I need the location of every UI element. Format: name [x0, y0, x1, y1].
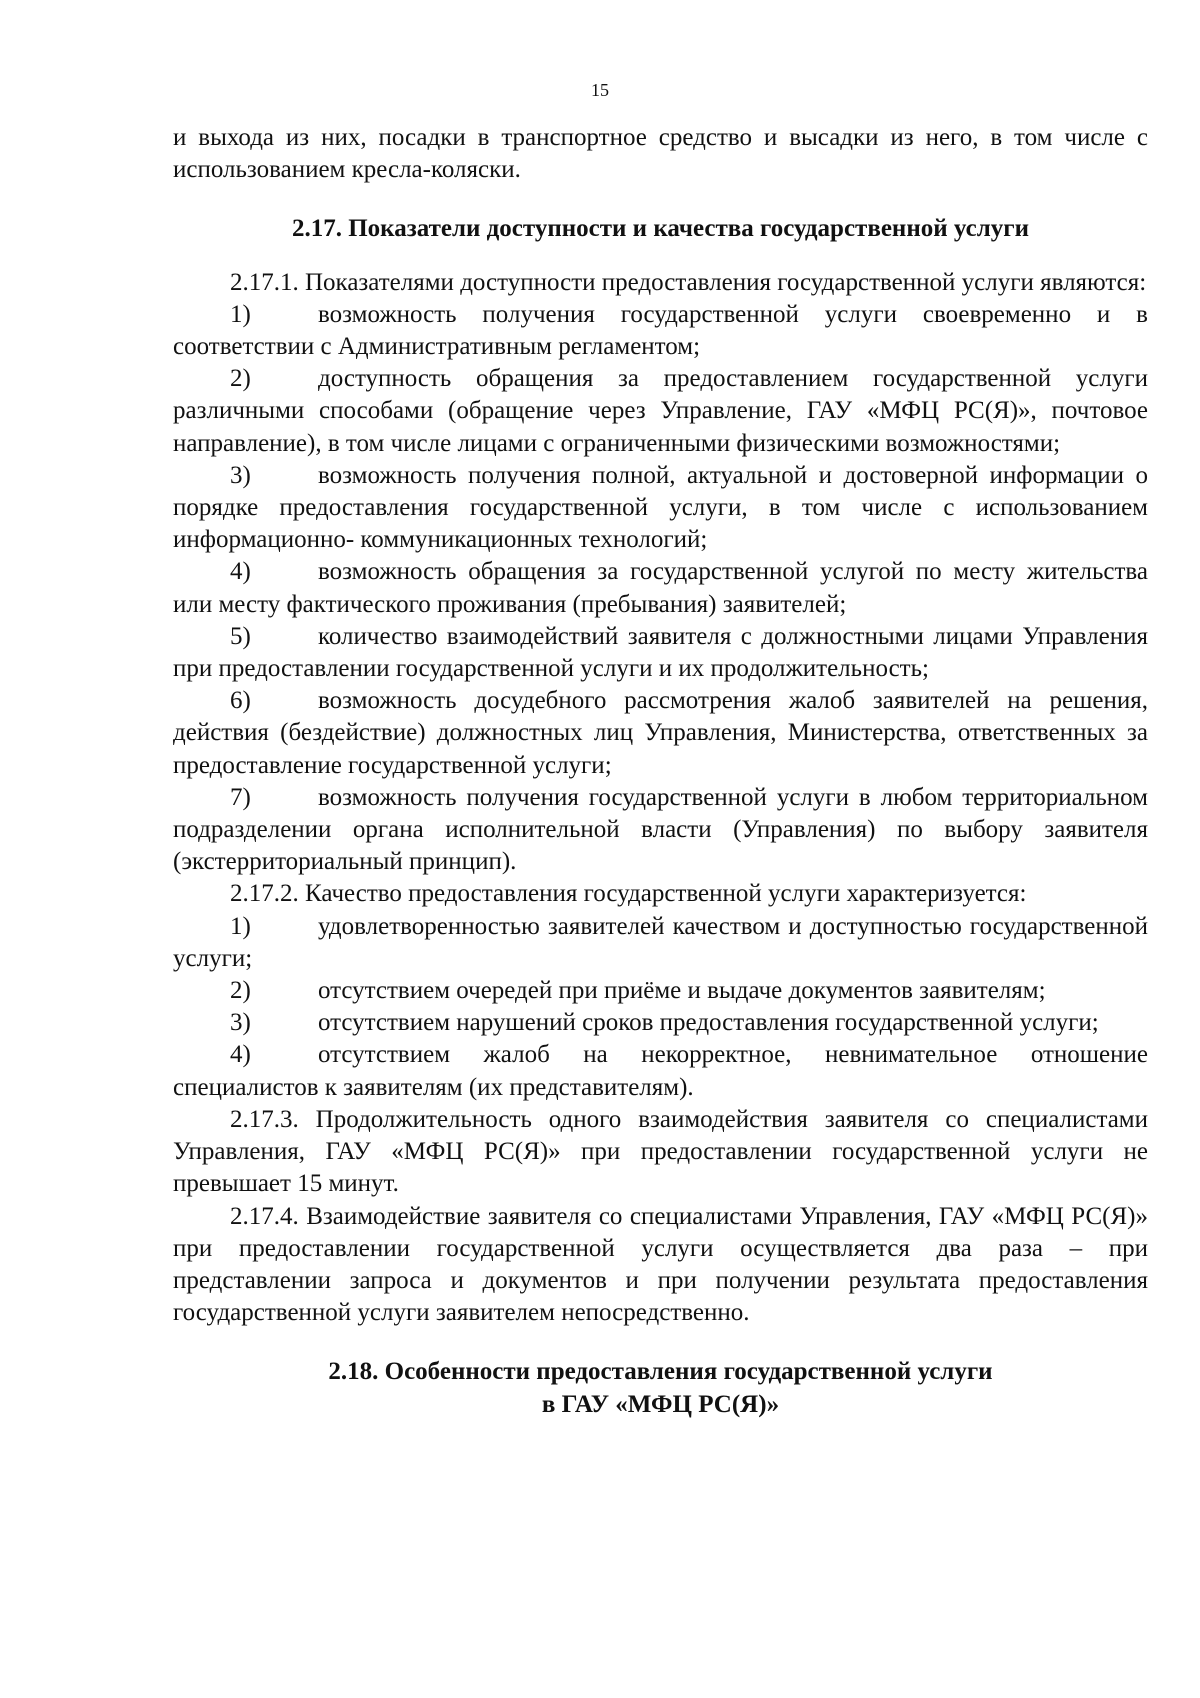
page-content: [173, 122, 1148, 1421]
paragraph-2-17-4: 2.17.4. Взаимодействие заявителя со специалистами Управления, ГАУ «МФЦ РС(Я)» при предоставлении государственной услуги осуществляется два раза – при представлении запроса и документов и при получении результата предоставления государственной услуги заявителем непосредственно.: [173, 1202, 1148, 1327]
list-item: [173, 1007, 1148, 1039]
list-item-text: возможность получения полной, актуальной и достоверной информации о порядке предоставления государственной услуги, в том числе с использованием информационно- коммуникационных технологий;: [173, 461, 1148, 554]
continuation-paragraph: и выхода из них, посадки в транспортное средство и высадки из него, в том числе с использованием кресла-коляски.: [173, 124, 1148, 184]
list-item-number: 3): [230, 1009, 251, 1037]
list-item-text: отсутствием нарушений сроков предоставления государственной услуги;: [318, 1009, 1099, 1037]
paragraph-2-17-2: 2.17.2. Качество предоставления государственной услуги характеризуется:: [230, 880, 1027, 908]
page-number: 15: [591, 80, 609, 100]
list-item-number: 1): [230, 912, 251, 940]
section-2-17-heading: 2.17. Показатели доступности и качества государственной услуги: [291, 215, 1030, 243]
list-item-text: количество взаимодействий заявителя с должностными лицами Управления при предоставлении государственной услуги и их продолжительность;: [173, 622, 1148, 683]
paragraph-2-17-1: 2.17.1. Показателями доступности предоставления государственной услуги являются:: [230, 268, 1147, 296]
list-item-text: возможность обращения за государственной услугой по месту жительства или месту фактического проживания (пребывания) заявителей;: [173, 558, 1148, 618]
list-item-number: 7): [230, 783, 251, 811]
list-item-number: 1): [230, 300, 251, 328]
list-item-number: 3): [230, 461, 251, 489]
section-2-18-heading-line1: 2.18. Особенности предоставления государственной услуги: [328, 1358, 993, 1386]
list-item-text: отсутствием жалоб на некорректное, невнимательное отношение специалистов к заявителям (их представителям).: [173, 1041, 1148, 1101]
list-item-number: 6): [230, 687, 251, 715]
list-item: [173, 556, 1148, 620]
list-item: [173, 363, 1148, 460]
list-item-number: 2): [230, 977, 251, 1005]
list-item: [173, 460, 1148, 557]
list-item: [173, 685, 1148, 782]
list-item: [173, 911, 1148, 975]
paragraph-2-17-3: 2.17.3. Продолжительность одного взаимодействия заявителя со специалистами Управления, ГАУ «МФЦ РС(Я)» при предоставлении государственной услуги не превышает 15 минут.: [173, 1105, 1148, 1198]
section-2-18-heading: [173, 1356, 1148, 1420]
list-item: [173, 621, 1148, 685]
list-item-text: удовлетворенностью заявителей качеством и доступностью государственной услуги;: [173, 912, 1148, 972]
list-item-number: 4): [230, 558, 251, 586]
list-item-text: доступность обращения за предоставлением государственной услуги различными способами (обращение через Управление, ГАУ «МФЦ РС(Я)», почтовое направление), в том числе лицами с ограниченными физическими возможностями;: [173, 365, 1148, 457]
list-item-number: 4): [230, 1041, 251, 1069]
list-item-text: возможность получения государственной услуги в любом территориальном подразделении органа исполнительной власти (Управления) по выбору заявителя (экстерриториальный принцип).: [173, 783, 1148, 876]
list-item: [173, 299, 1148, 363]
section-2-18-heading-line2: в ГАУ «МФЦ РС(Я)»: [541, 1390, 780, 1418]
list-item-text: отсутствием очередей при приёме и выдаче документов заявителям;: [318, 977, 1046, 1005]
list-item: [173, 975, 1148, 1007]
list-item: [173, 1039, 1148, 1103]
list-item-number: 2): [230, 365, 251, 393]
list-item-text: возможность получения государственной услуги своевременно и в соответствии с Административным регламентом;: [173, 300, 1148, 361]
list-item-number: 5): [230, 622, 251, 650]
list-item: [173, 782, 1148, 879]
list-item-text: возможность досудебного рассмотрения жалоб заявителей на решения, действия (бездействие) должностных лиц Управления, Министерства, ответственных за предоставление государственной услуги;: [173, 687, 1148, 779]
